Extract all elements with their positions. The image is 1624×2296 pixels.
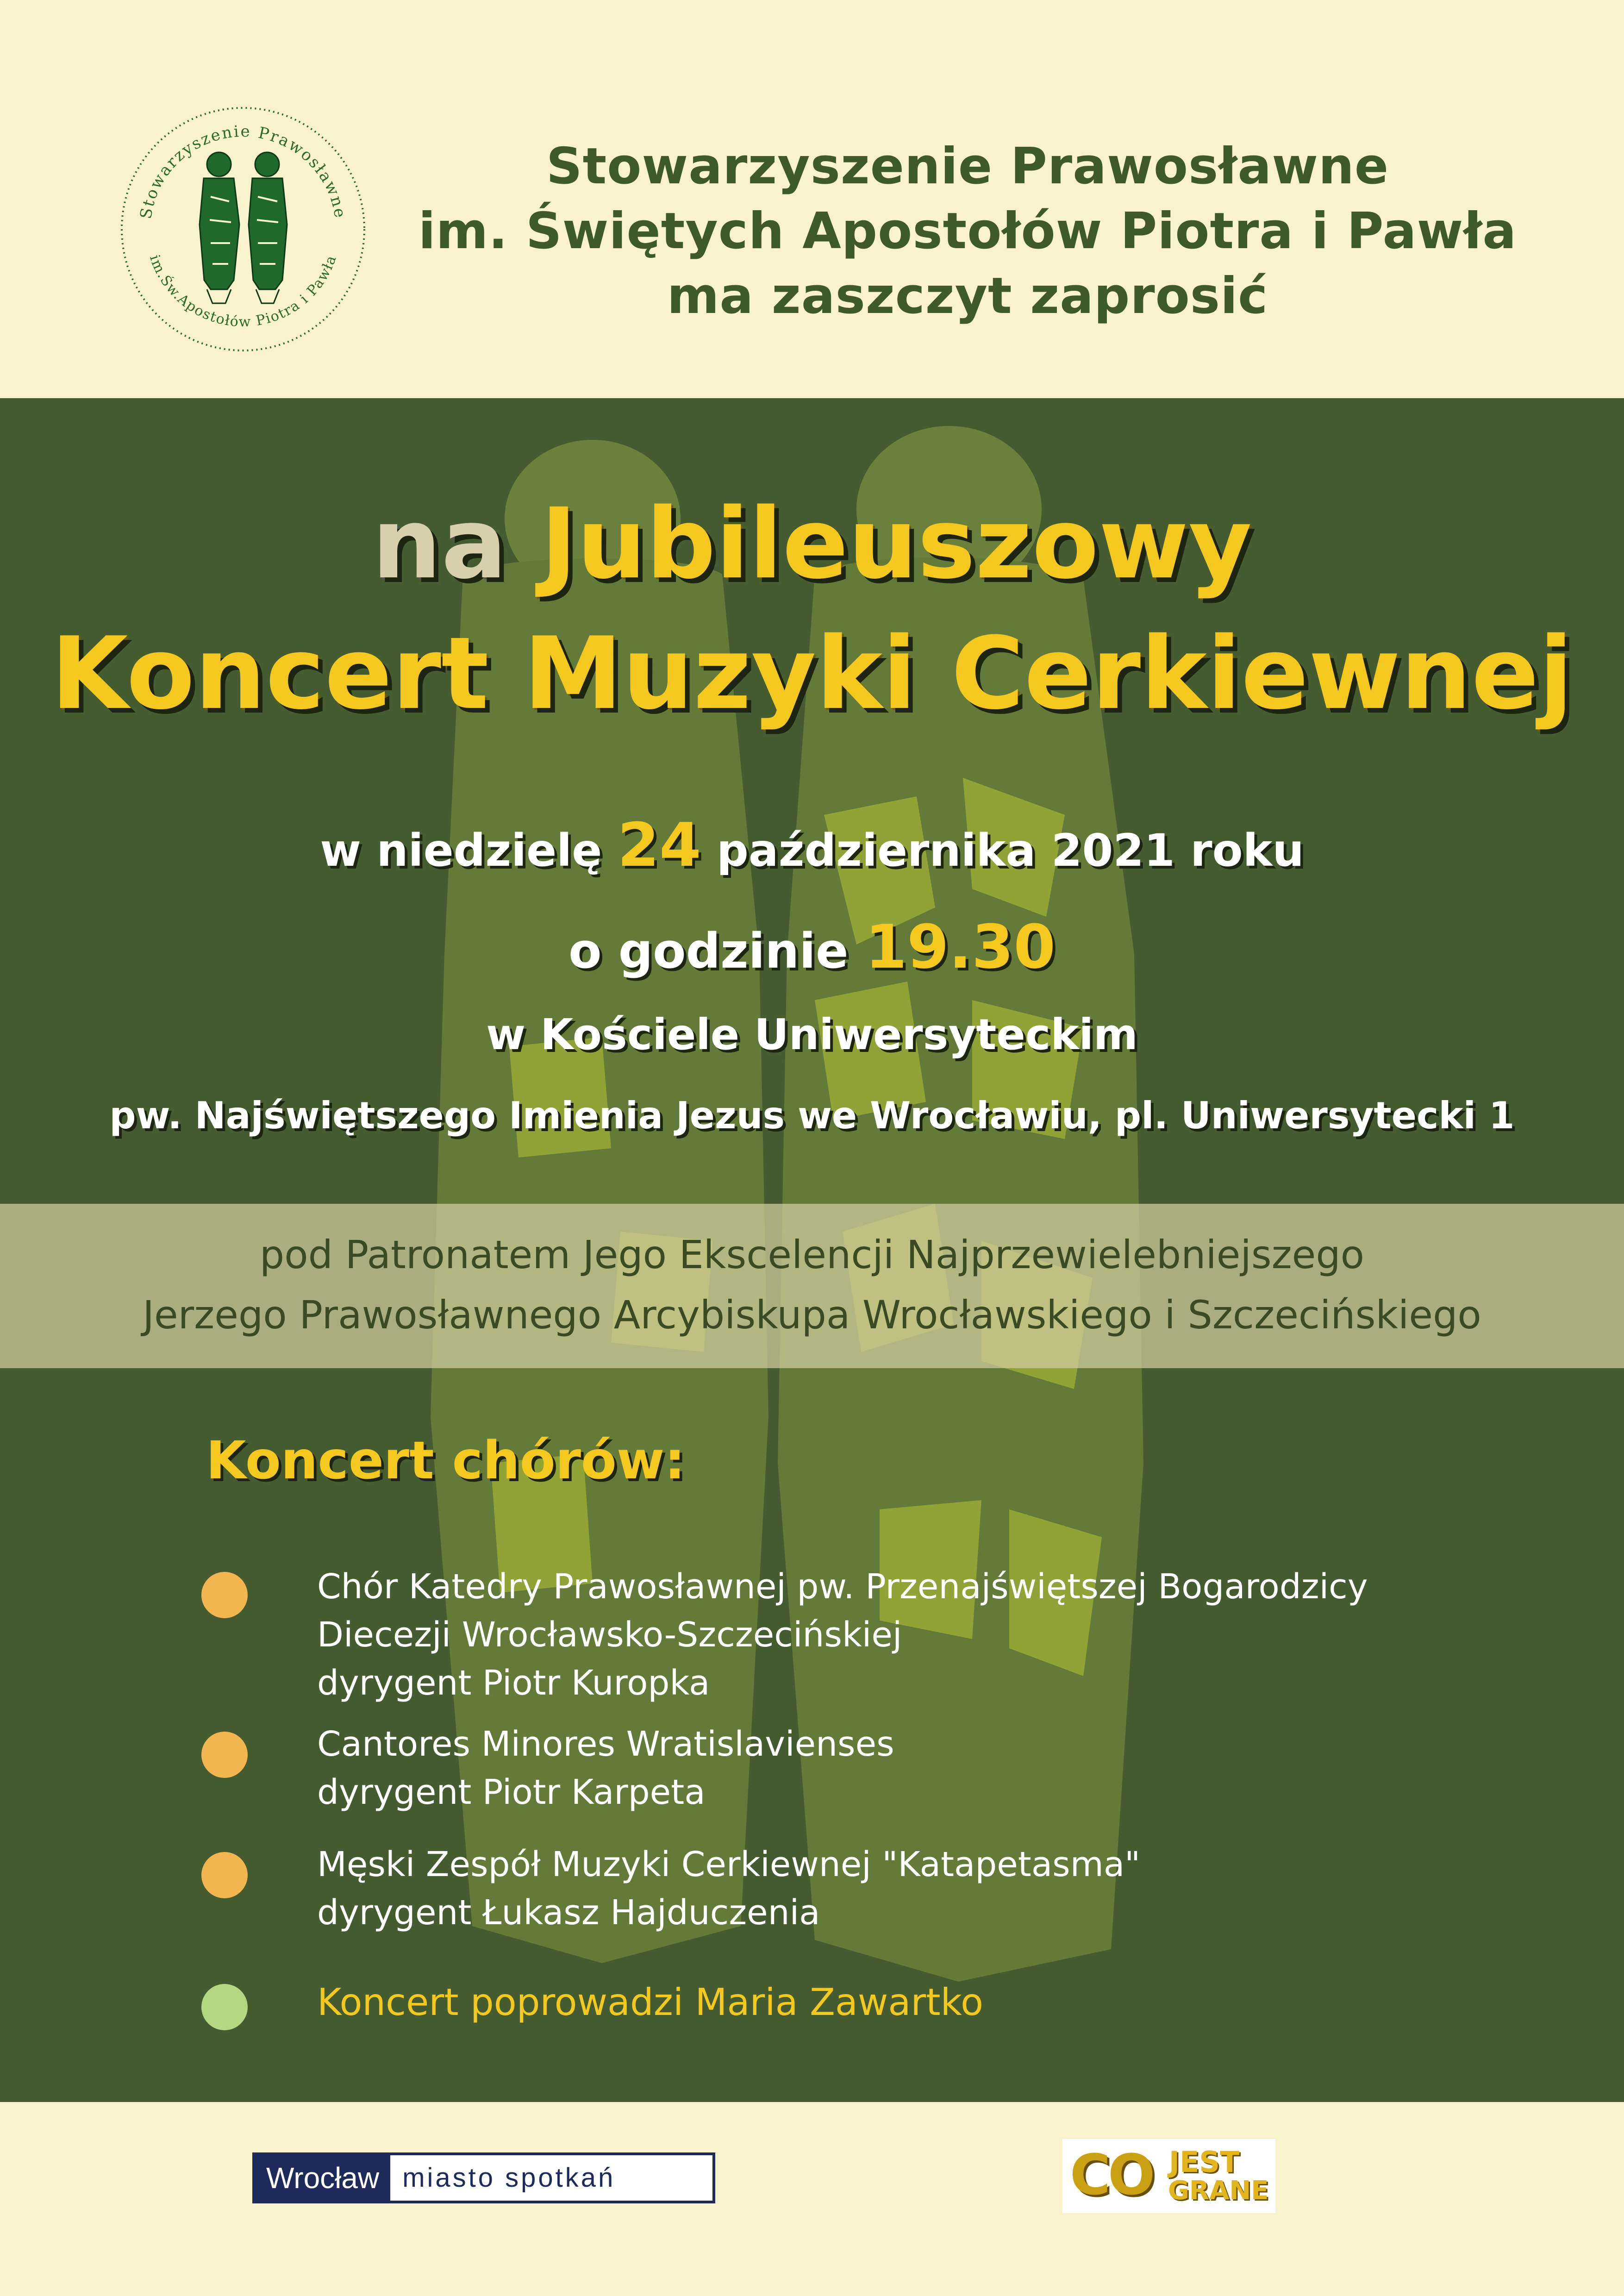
title-jubilee: Jubileuszowy bbox=[541, 487, 1252, 601]
choir-item-2 bbox=[317, 1720, 894, 1816]
title-prefix: na bbox=[372, 487, 507, 601]
title-line-1 bbox=[0, 488, 1624, 600]
date-prefix: w niedzielę bbox=[320, 825, 602, 876]
choir-item-1 bbox=[317, 1563, 1368, 1707]
date-day: 24 bbox=[617, 810, 701, 880]
choir-1-diocese: Diecezji Wrocławsko-Szczecińskiej bbox=[317, 1615, 902, 1655]
header-invitation bbox=[384, 134, 1551, 329]
circle-bullet-icon bbox=[201, 1572, 248, 1618]
event-place: w Kościele Uniwersyteckim bbox=[486, 1010, 1138, 1059]
association-seal-icon bbox=[118, 104, 368, 354]
choir-3-conductor: dyrygent Łukasz Hajduczenia bbox=[317, 1893, 820, 1933]
choir-3-name: Męski Zespół Muzyki Cerkiewnej "Katapetasma" bbox=[317, 1845, 1141, 1884]
event-address: pw. Najświętszego Imienia Jezus we Wrocławiu, pl. Uniwersytecki 1 bbox=[109, 1094, 1515, 1137]
patronage-line-2: Jerzego Prawosławnego Arcybiskupa Wrocławskiego i Szczecińskiego bbox=[143, 1292, 1481, 1338]
choir-1-name: Chór Katedry Prawosławnej pw. Przenajświętszej Bogarodzicy bbox=[317, 1567, 1368, 1607]
wroclaw-logo-right: miasto spotkań bbox=[402, 2163, 616, 2193]
choir-2-name: Cantores Minores Wratislavienses bbox=[317, 1724, 894, 1764]
header-line-association: Stowarzyszenie Prawosławne bbox=[546, 138, 1389, 195]
header bbox=[0, 0, 1624, 398]
choir-2-conductor: dyrygent Piotr Karpeta bbox=[317, 1772, 706, 1812]
event-date bbox=[0, 810, 1624, 881]
date-month-year: października 2021 roku bbox=[717, 825, 1304, 876]
seal-text-bottom: im.Św.Apostołów Piotra i Pawła bbox=[146, 252, 340, 331]
footer bbox=[0, 2102, 1624, 2296]
logo-co: CO bbox=[1070, 2143, 1153, 2208]
wroclaw-city-logo bbox=[252, 2152, 715, 2203]
seal-text-top: Stowarzyszenie Prawosławne bbox=[137, 122, 350, 220]
time-prefix: o godzinie bbox=[568, 923, 849, 979]
choirs-heading: Koncert chórów: bbox=[206, 1431, 686, 1491]
concert-host: Koncert poprowadzi Maria Zawartko bbox=[317, 1981, 984, 2024]
patronage-band bbox=[0, 1204, 1624, 1368]
logo-grane: GRANE bbox=[1168, 2176, 1269, 2206]
header-line-patrons: im. Świętych Apostołów Piotra i Pawła bbox=[418, 202, 1517, 260]
choir-item-3 bbox=[317, 1840, 1140, 1937]
svg-text:im.Św.Apostołów Piotra i Pawła bbox=[146, 253, 340, 330]
circle-bullet-icon bbox=[201, 1984, 248, 2030]
time-value: 19.30 bbox=[865, 912, 1056, 982]
event-time bbox=[0, 914, 1624, 983]
wroclaw-logo-left: Wrocław bbox=[255, 2155, 390, 2201]
header-line-invite: ma zaszczyt zaprosić bbox=[667, 267, 1268, 325]
main-panel bbox=[0, 398, 1624, 2102]
choir-1-conductor: dyrygent Piotr Kuropka bbox=[317, 1663, 710, 1703]
logo-jest: JEST bbox=[1169, 2145, 1240, 2179]
patronage-line-1: pod Patronatem Jego Ekscelencji Najprzewielebniejszego bbox=[259, 1232, 1365, 1277]
title-line-2: Koncert Muzyki Cerkiewnej bbox=[51, 615, 1573, 732]
svg-text:Stowarzyszenie Prawosławne bbox=[137, 122, 350, 220]
circle-bullet-icon bbox=[201, 1852, 248, 1898]
circle-bullet-icon bbox=[201, 1732, 248, 1778]
co-jest-grane-logo bbox=[1062, 2139, 1275, 2213]
